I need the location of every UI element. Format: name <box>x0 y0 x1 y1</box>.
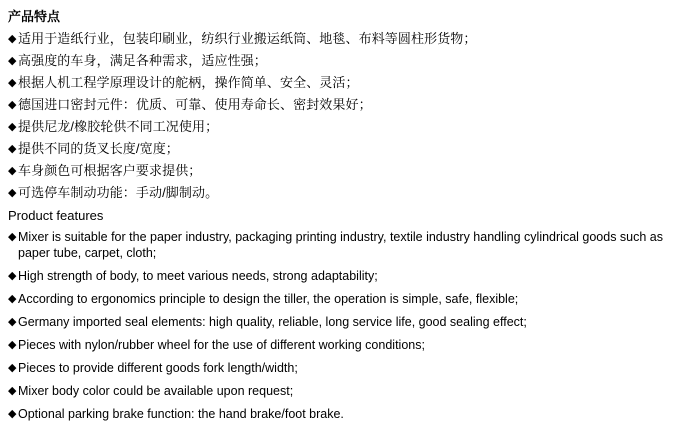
section-title-english: Product features <box>8 208 104 223</box>
list-item-label: 提供尼龙/橡胶轮供不同工况使用； <box>18 119 219 134</box>
list-item-label: Pieces to provide different goods fork length/width; <box>18 361 298 375</box>
list-item <box>8 163 673 179</box>
list-item-label: Mixer is suitable for the paper industry, packaging printing industry, textile industry handling cylindrical goods such as paper tube, carpet, cloth; <box>18 230 664 260</box>
list-item-label: 适用于造纸行业，包装印刷业，纺织行业搬运纸筒、地毯、布料等圆柱形货物； <box>18 31 477 46</box>
diamond-bullet-icon: ◆ <box>8 231 17 243</box>
diamond-bullet-icon: ◆ <box>8 339 17 351</box>
list-item <box>8 383 673 399</box>
chinese-feature-list <box>8 31 673 201</box>
list-item <box>8 268 673 284</box>
list-item-label: Pieces with nylon/rubber wheel for the use of different working conditions; <box>18 338 425 352</box>
list-item <box>8 291 673 307</box>
list-item <box>8 141 673 157</box>
diamond-bullet-icon: ◆ <box>8 143 17 155</box>
list-item <box>8 360 673 376</box>
diamond-bullet-icon: ◆ <box>8 99 17 111</box>
diamond-bullet-icon: ◆ <box>8 362 17 374</box>
diamond-bullet-icon: ◆ <box>8 385 17 397</box>
diamond-bullet-icon: ◆ <box>8 316 17 328</box>
list-item <box>8 229 673 261</box>
list-item-label: Mixer body color could be available upon request; <box>18 384 294 398</box>
diamond-bullet-icon: ◆ <box>8 33 17 45</box>
diamond-bullet-icon: ◆ <box>8 121 17 133</box>
list-item-label: 提供不同的货叉长度/宽度； <box>18 141 179 156</box>
list-item-label: According to ergonomics principle to design the tiller, the operation is simple, safe, flexible; <box>18 292 519 306</box>
list-item <box>8 31 673 47</box>
diamond-bullet-icon: ◆ <box>8 293 17 305</box>
list-item-label: Germany imported seal elements: high quality, reliable, long service life, good sealing effect; <box>18 315 527 329</box>
list-item <box>8 185 673 201</box>
list-item-label: Optional parking brake function: the hand brake/foot brake. <box>18 407 344 421</box>
list-item <box>8 119 673 135</box>
list-item <box>8 97 673 113</box>
page-title: 产品特点 <box>8 9 61 24</box>
list-item-label: High strength of body, to meet various needs, strong adaptability; <box>18 269 378 283</box>
list-item <box>8 406 673 422</box>
diamond-bullet-icon: ◆ <box>8 77 17 89</box>
diamond-bullet-icon: ◆ <box>8 187 17 199</box>
diamond-bullet-icon: ◆ <box>8 408 17 420</box>
list-item-label: 高强度的车身，满足各种需求，适应性强； <box>18 53 267 68</box>
list-item <box>8 337 673 353</box>
english-feature-list <box>8 229 673 422</box>
diamond-bullet-icon: ◆ <box>8 165 17 177</box>
list-item-label: 德国进口密封元件：优质、可靠、使用寿命长、密封效果好； <box>18 97 372 112</box>
list-item-label: 可选停车制动功能：手动/脚制动。 <box>18 185 219 200</box>
diamond-bullet-icon: ◆ <box>8 55 17 67</box>
list-item <box>8 75 673 91</box>
list-item-label: 车身颜色可根据客户要求提供； <box>18 163 202 178</box>
diamond-bullet-icon: ◆ <box>8 270 17 282</box>
list-item <box>8 53 673 69</box>
list-item <box>8 314 673 330</box>
list-item-label: 根据人机工程学原理设计的舵柄，操作简单、安全、灵活； <box>18 75 359 90</box>
